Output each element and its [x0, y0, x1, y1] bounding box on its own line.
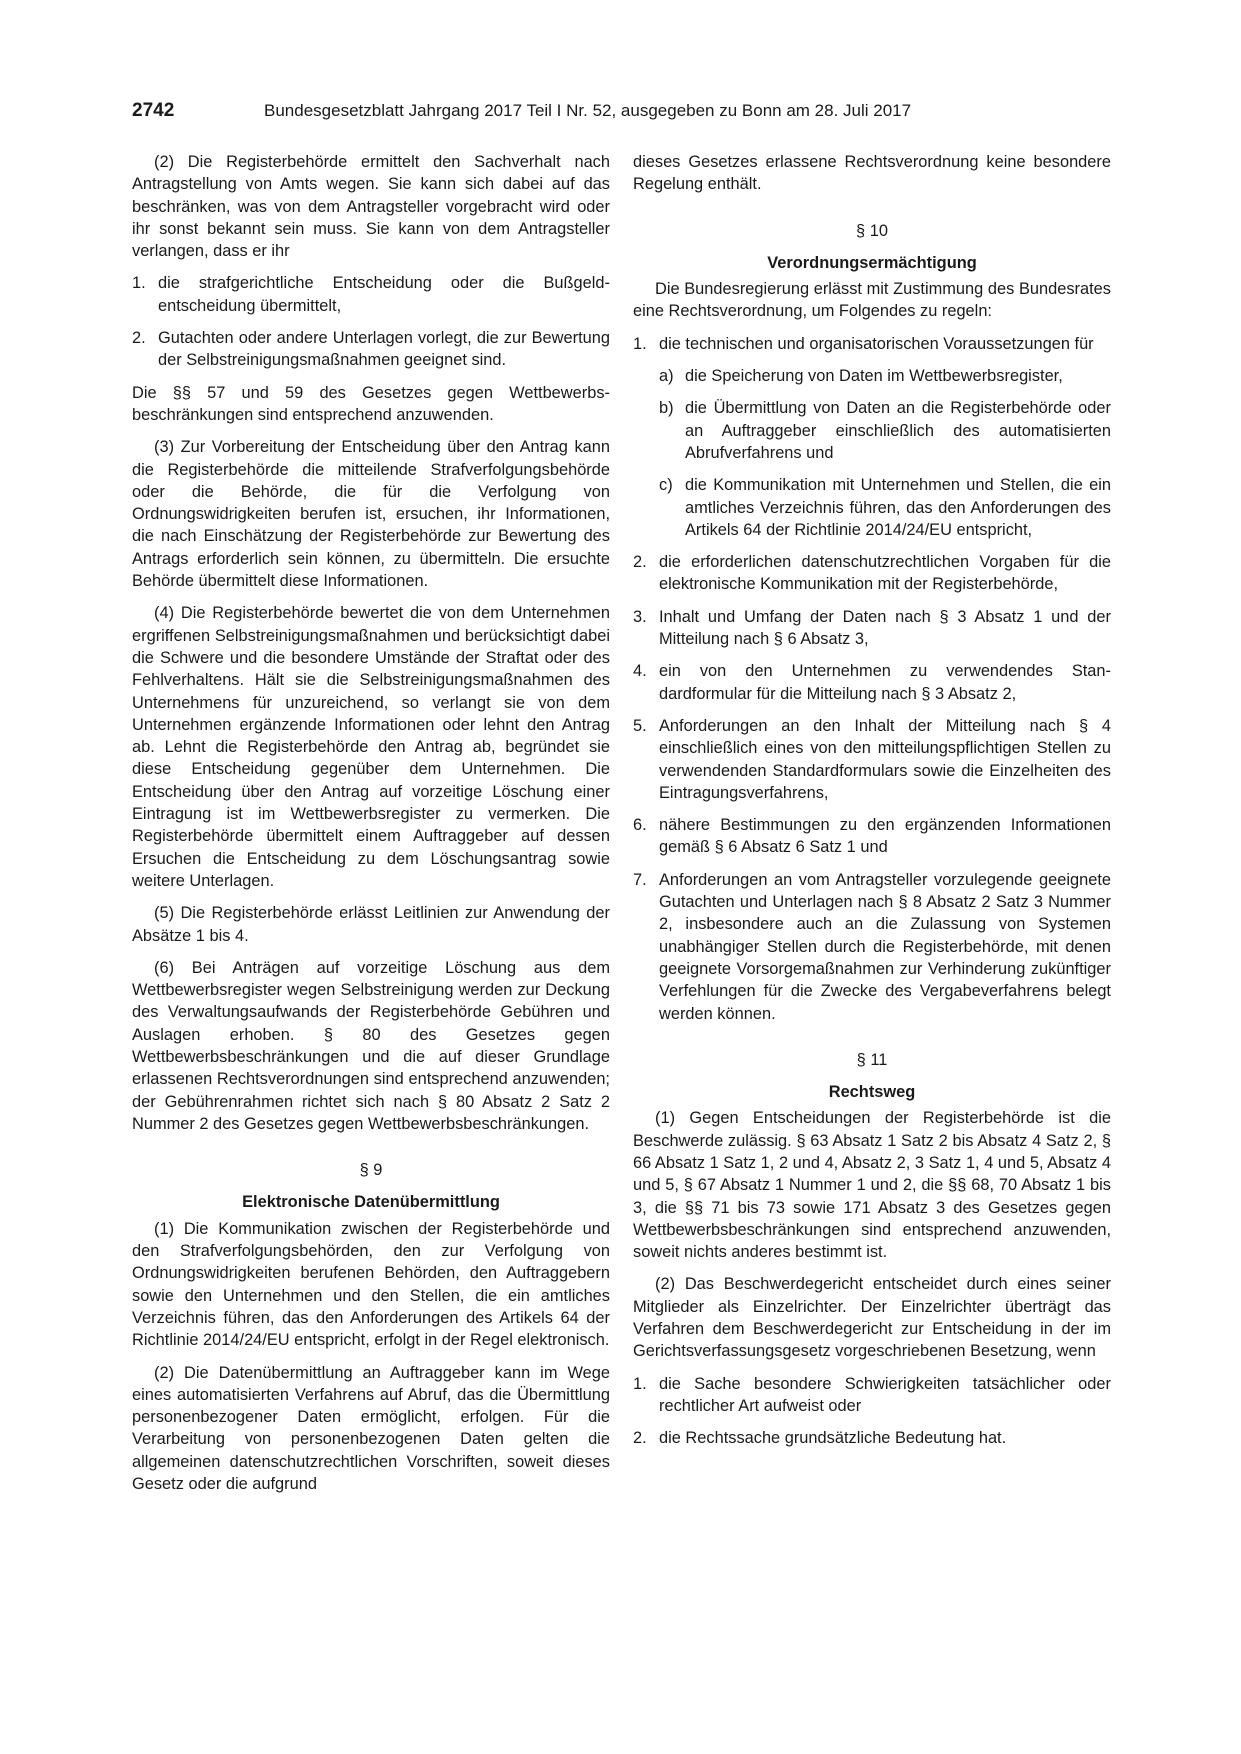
- list-marker: 2.: [633, 553, 647, 572]
- list-item: [633, 333, 1111, 355]
- section-10-number: § 10: [856, 221, 888, 240]
- sublist-marker: a): [659, 367, 674, 386]
- section-10-title: Verordnungsermächtigung: [767, 253, 977, 272]
- paragraph-8-5: (5) Die Registerbehörde erlässt Leitlinien zur Anwendung der Absätze 1 bis 4.: [132, 904, 610, 945]
- list-marker: 7.: [633, 870, 647, 889]
- list-marker: 1.: [633, 334, 647, 353]
- sublist-item: [633, 365, 1111, 387]
- list-item-text: Anforderungen an den Inhalt der Mitteilung nach § 4 einschließlich eines von den mitteilungspflichtigen Stellen zu verwendenden Standardformulars sowie die Einzelheiten des Eintragungsverfahrens,: [659, 716, 1111, 802]
- list-item-text: Anforderungen an vom Antragsteller vorzulegende geeignete Gutachten und Unterlagen nach § 8 Absatz 2 Satz 3 Nummer 2, insbesondere auch an die Zulassung von Systemen unabhängiger Stellen durch die Registerbehörde, mit denen geeignete Vorsorgemaßnahmen zur Verhinderung zukünftiger Verfehlungen für die Zwecke des Vergabeverfahrens belegt werden können.: [659, 870, 1111, 1023]
- list-item: [633, 869, 1111, 1025]
- sublist-marker: c): [659, 476, 673, 495]
- list-item-text: die strafgerichtliche Entscheidung oder die Bußgeldentscheidung übermittelt,: [158, 274, 610, 315]
- sublist-item-text: die Kommunikation mit Unternehmen und Stellen, die ein amtliches Verzeichnis führen, das den Anforderungen des Artikels 64 der Richtlinie 2014/24/EU entspricht,: [685, 476, 1111, 539]
- paragraph-8-2: (2) Die Registerbehörde ermittelt den Sachverhalt nach Antragstellung von Amts wegen. Sie kann sich dabei auf das beschränken, was von dem Antragsteller vorgebracht wird oder ihr sonst bekannt sein muss. Sie kann von dem Antragsteller verlangen, dass er ihr: [132, 153, 610, 261]
- list-item-text: die Sache besondere Schwierigkeiten tatsächlicher oder rechtlicher Art aufweist oder: [659, 1374, 1111, 1415]
- paragraph-9-2-continued: dieses Gesetzes erlassene Rechtsverordnung keine besondere Regelung enthält.: [633, 153, 1111, 194]
- section-9-number: § 9: [359, 1161, 383, 1180]
- list-item: [633, 606, 1111, 651]
- list-item-text: die technischen und organisatorischen Voraussetzungen für: [659, 334, 1094, 353]
- list-marker: 3.: [633, 607, 647, 626]
- paragraph-gwb-reference: Die §§ 57 und 59 des Gesetzes gegen Wettbewerbsbeschränkungen sind entsprechend anzuwenden.: [132, 383, 610, 424]
- list-item: [132, 272, 610, 317]
- section-11-number: § 11: [856, 1050, 888, 1069]
- page-number: 2742: [132, 100, 175, 121]
- list-marker: 2.: [132, 329, 146, 348]
- sublist-item-text: die Speicherung von Daten im Wettbewerbsregister,: [685, 367, 1063, 386]
- paragraph-11-1: (1) Gegen Entscheidungen der Registerbehörde ist die Beschwerde zulässig. § 63 Absatz 1 Satz 2 bis Absatz 4 Satz 2, § 66 Absatz 1 Satz 1, 2 und 4, Absatz 2, 3 Satz 1, 4 und 5, Absatz 4 und 5, § 67 Absatz 1 Nummer 1 und 2, die §§ 68, 70 Absatz 1 bis 3, die §§ 71 bis 73 sowie 171 Absatz 3 des Gesetzes gegen Wettbewerbsbeschränkungen sind entsprechend anzuwenden, soweit nichts anderes bestimmt ist.: [633, 1109, 1111, 1262]
- list-marker: 6.: [633, 816, 647, 835]
- list-item-text: Gutachten oder andere Unterlagen vorlegt, die zur Bewertung der Selbstreinigungsmaßnahmen geeignet sind.: [158, 329, 610, 370]
- left-column: [132, 151, 610, 1505]
- paragraph-8-4: (4) Die Registerbehörde bewertet die von dem Unternehmen ergriffenen Selbstreinigungsmaßnahmen und berücksichtigt dabei die Schwere und die besondere Umstände der Straftat oder des Fehlverhaltens. Hält sie die Selbstreinigungsmaßnahmen des Unternehmens für unzureichend, so verlangt sie von dem Unternehmen ergänzende Informationen oder lehnt den Antrag ab. Lehnt die Registerbehörde den Antrag ab, begründet sie diese Entscheidung gegenüber dem Unternehmen. Die Entscheidung über den Antrag auf vorzeitige Löschung einer Eintragung ist im Wettbewerbsregister zu vermerken. Die Registerbehörde übermittelt einem Auftraggeber auf dessen Ersuchen die Entscheidung zu dem Löschungsantrag sowie weitere Unterlagen.: [132, 604, 610, 890]
- sublist-marker: b): [659, 399, 674, 418]
- sublist-item-text: die Übermittlung von Daten an die Registerbehörde oder an Auftraggeber einschließlich des automatisierten Abrufverfahrens und: [685, 399, 1111, 462]
- list-item: [633, 551, 1111, 596]
- page-header: [132, 100, 1112, 126]
- list-item-text: die Rechtssache grundsätzliche Bedeutung hat.: [659, 1429, 1007, 1448]
- list-item-text: nähere Bestimmungen zu den ergänzenden Informationen gemäß § 6 Absatz 6 Satz 1 und: [659, 816, 1111, 857]
- list-item-text: Inhalt und Umfang der Daten nach § 3 Absatz 1 und der Mitteilung nach § 6 Absatz 3,: [659, 607, 1111, 649]
- list-marker: 4.: [633, 662, 647, 681]
- section-11-title: Rechtsweg: [828, 1083, 916, 1102]
- list-item: [633, 1427, 1111, 1449]
- paragraph-9-2: (2) Die Datenübermittlung an Auftraggeber kann im Wege eines automatisierten Verfahrens auf Abruf, das die Übermittlung personenbezogener Daten ermöglicht, erfolgen. Für die Verarbeitung von personenbezogenen Daten gelten die allgemeinen datenschutzrechtlichen Vorschriften, soweit dieses Gesetz oder die aufgrund: [132, 1363, 610, 1494]
- right-column: [633, 151, 1111, 1460]
- section-9-title: Elektronische Datenübermittlung: [242, 1193, 500, 1212]
- paragraph-11-2: (2) Das Beschwerdegericht entscheidet durch eines seiner Mitglieder als Einzelrichter. Der Einzelrichter überträgt das Verfahren dem Beschwerdegericht zur Entscheidung in der im Gerichtsverfassungsgesetz vorgeschriebenen Besetzung, wenn: [633, 1275, 1111, 1361]
- list-item: [633, 660, 1111, 705]
- running-title: Bundesgesetzblatt Jahrgang 2017 Teil I Nr. 52, ausgegeben zu Bonn am 28. Juli 2017: [264, 101, 912, 120]
- list-item: [633, 715, 1111, 804]
- list-item-text: die erforderlichen datenschutzrechtlichen Vorgaben für die elektronische Kommunikation mit der Registerbehörde,: [659, 553, 1111, 594]
- sublist-item: [633, 397, 1111, 464]
- list-item: [132, 327, 610, 372]
- paragraph-10-intro: Die Bundesregierung erlässt mit Zustimmung des Bundesrates eine Rechtsverordnung, um Folgendes zu regeln:: [633, 280, 1111, 321]
- list-item-text: ein von den Unternehmen zu verwendendes Standardformular für die Mitteilung nach § 3 Absatz 2,: [659, 662, 1111, 703]
- paragraph-8-3: (3) Zur Vorbereitung der Entscheidung über den Antrag kann die Registerbehörde die mitteilende Strafverfolgungsbehörde oder die Behörde, die für die Verfolgung von Ordnungswidrigkeiten berufen ist, ersuchen, ihr Informationen, die nach Einschätzung der Registerbehörde zur Bewertung des Antrags erforderlich sein können, zu übermitteln. Die ersuchte Behörde übermittelt diese Informationen.: [132, 438, 610, 591]
- list-marker: 2.: [633, 1429, 647, 1448]
- sublist-item: [633, 474, 1111, 541]
- list-marker: 1.: [132, 274, 146, 293]
- paragraph-9-1: (1) Die Kommunikation zwischen der Registerbehörde und den Strafverfolgungsbehörden, den zur Verfolgung von Ordnungswidrigkeiten berufenen Behörden, den Auftraggebern sowie den Unternehmen und den Stellen, die ein amtliches Verzeichnis führen, das den Anforderungen des Artikels 64 der Richtlinie 2014/24/EU entspricht, erfolgt in der Regel elektronisch.: [132, 1219, 610, 1350]
- list-marker: 1.: [633, 1374, 647, 1393]
- list-item: [633, 1373, 1111, 1418]
- list-marker: 5.: [633, 716, 647, 735]
- list-item: [633, 814, 1111, 859]
- paragraph-8-6: (6) Bei Anträgen auf vorzeitige Löschung aus dem Wettbewerbsregister wegen Selbstreinigung werden zur Deckung des Verwaltungsaufwands der Registerbehörde Gebühren und Auslagen erhoben. § 80 des Gesetzes gegen Wettbewerbsbeschränkungen und die auf dieser Grundlage erlassenen Rechtsverordnungen sind entsprechend anzuwenden; der Gebührenrahmen richtet sich nach § 80 Absatz 2 Satz 2 Nummer 2 des Gesetzes gegen Wettbewerbsbeschränkungen.: [132, 958, 610, 1133]
